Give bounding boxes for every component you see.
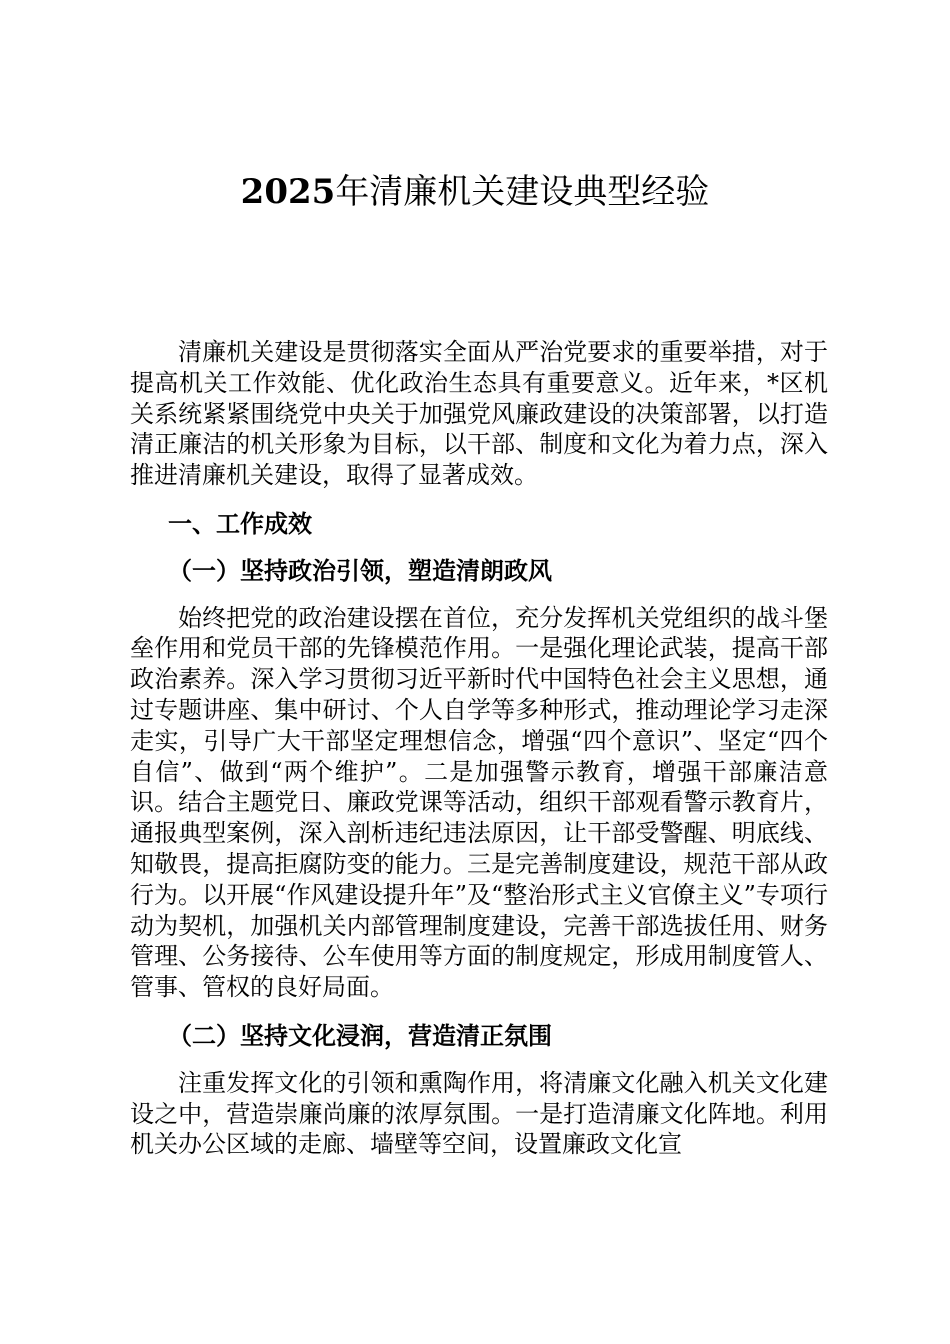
- subsection-heading-1: （一）坚持政治引领，塑造清朗政风: [168, 556, 552, 585]
- subsection-heading-2: （二）坚持文化浸润，营造清正氛围: [168, 1021, 552, 1050]
- document-body: [130, 337, 828, 1160]
- subsection-1-paragraph: 始终把党的政治建设摆在首位，充分发挥机关党组织的战斗堡垒作用和党员干部的先锋模范作用。一是强化理论武装，提高干部政治素养。深入学习贯彻习近平新时代中国特色社会主义思想，通过专题讲座、集中研讨、个人自学等多种形式，推动理论学习走深走实，引导广大干部坚定理想信念，增强“四个意识”、坚定“四个自信”、做到“两个维护”。二是加强警示教育，增强干部廉洁意识。结合主题党日、廉政党课等活动，组织干部观看警示教育片，通报典型案例，深入剖析违纪违法原因，让干部受警醒、明底线、知敬畏，提高拒腐防变的能力。三是完善制度建设，规范干部从政行为。以开展“作风建设提升年”及“整治形式主义官僚主义”专项行动为契机，加强机关内部管理制度建设，完善干部选拔任用、财务管理、公务接待、公车使用等方面的制度规定，形成用制度管人、管事、管权的良好局面。: [130, 603, 828, 1002]
- document-title: [0, 168, 950, 216]
- section-heading-1: 一、工作成效: [168, 509, 312, 538]
- subsection-2-paragraph: 注重发挥文化的引领和熏陶作用，将清廉文化融入机关文化建设之中，营造崇廉尚廉的浓厚氛围。一是打造清廉文化阵地。利用机关办公区域的走廊、墙壁等空间，设置廉政文化宣: [130, 1068, 828, 1159]
- intro-paragraph: 清廉机关建设是贯彻落实全面从严治党要求的重要举措，对于提高机关工作效能、优化政治生态具有重要意义。近年来，*区机关系统紧紧围绕党中央关于加强党风廉政建设的决策部署，以打造清正廉洁的机关形象为目标，以干部、制度和文化为着力点，深入推进清廉机关建设，取得了显著成效。: [130, 338, 828, 490]
- title-year: 2025: [240, 172, 336, 212]
- title-text: 年清廉机关建设典型经验: [335, 172, 710, 212]
